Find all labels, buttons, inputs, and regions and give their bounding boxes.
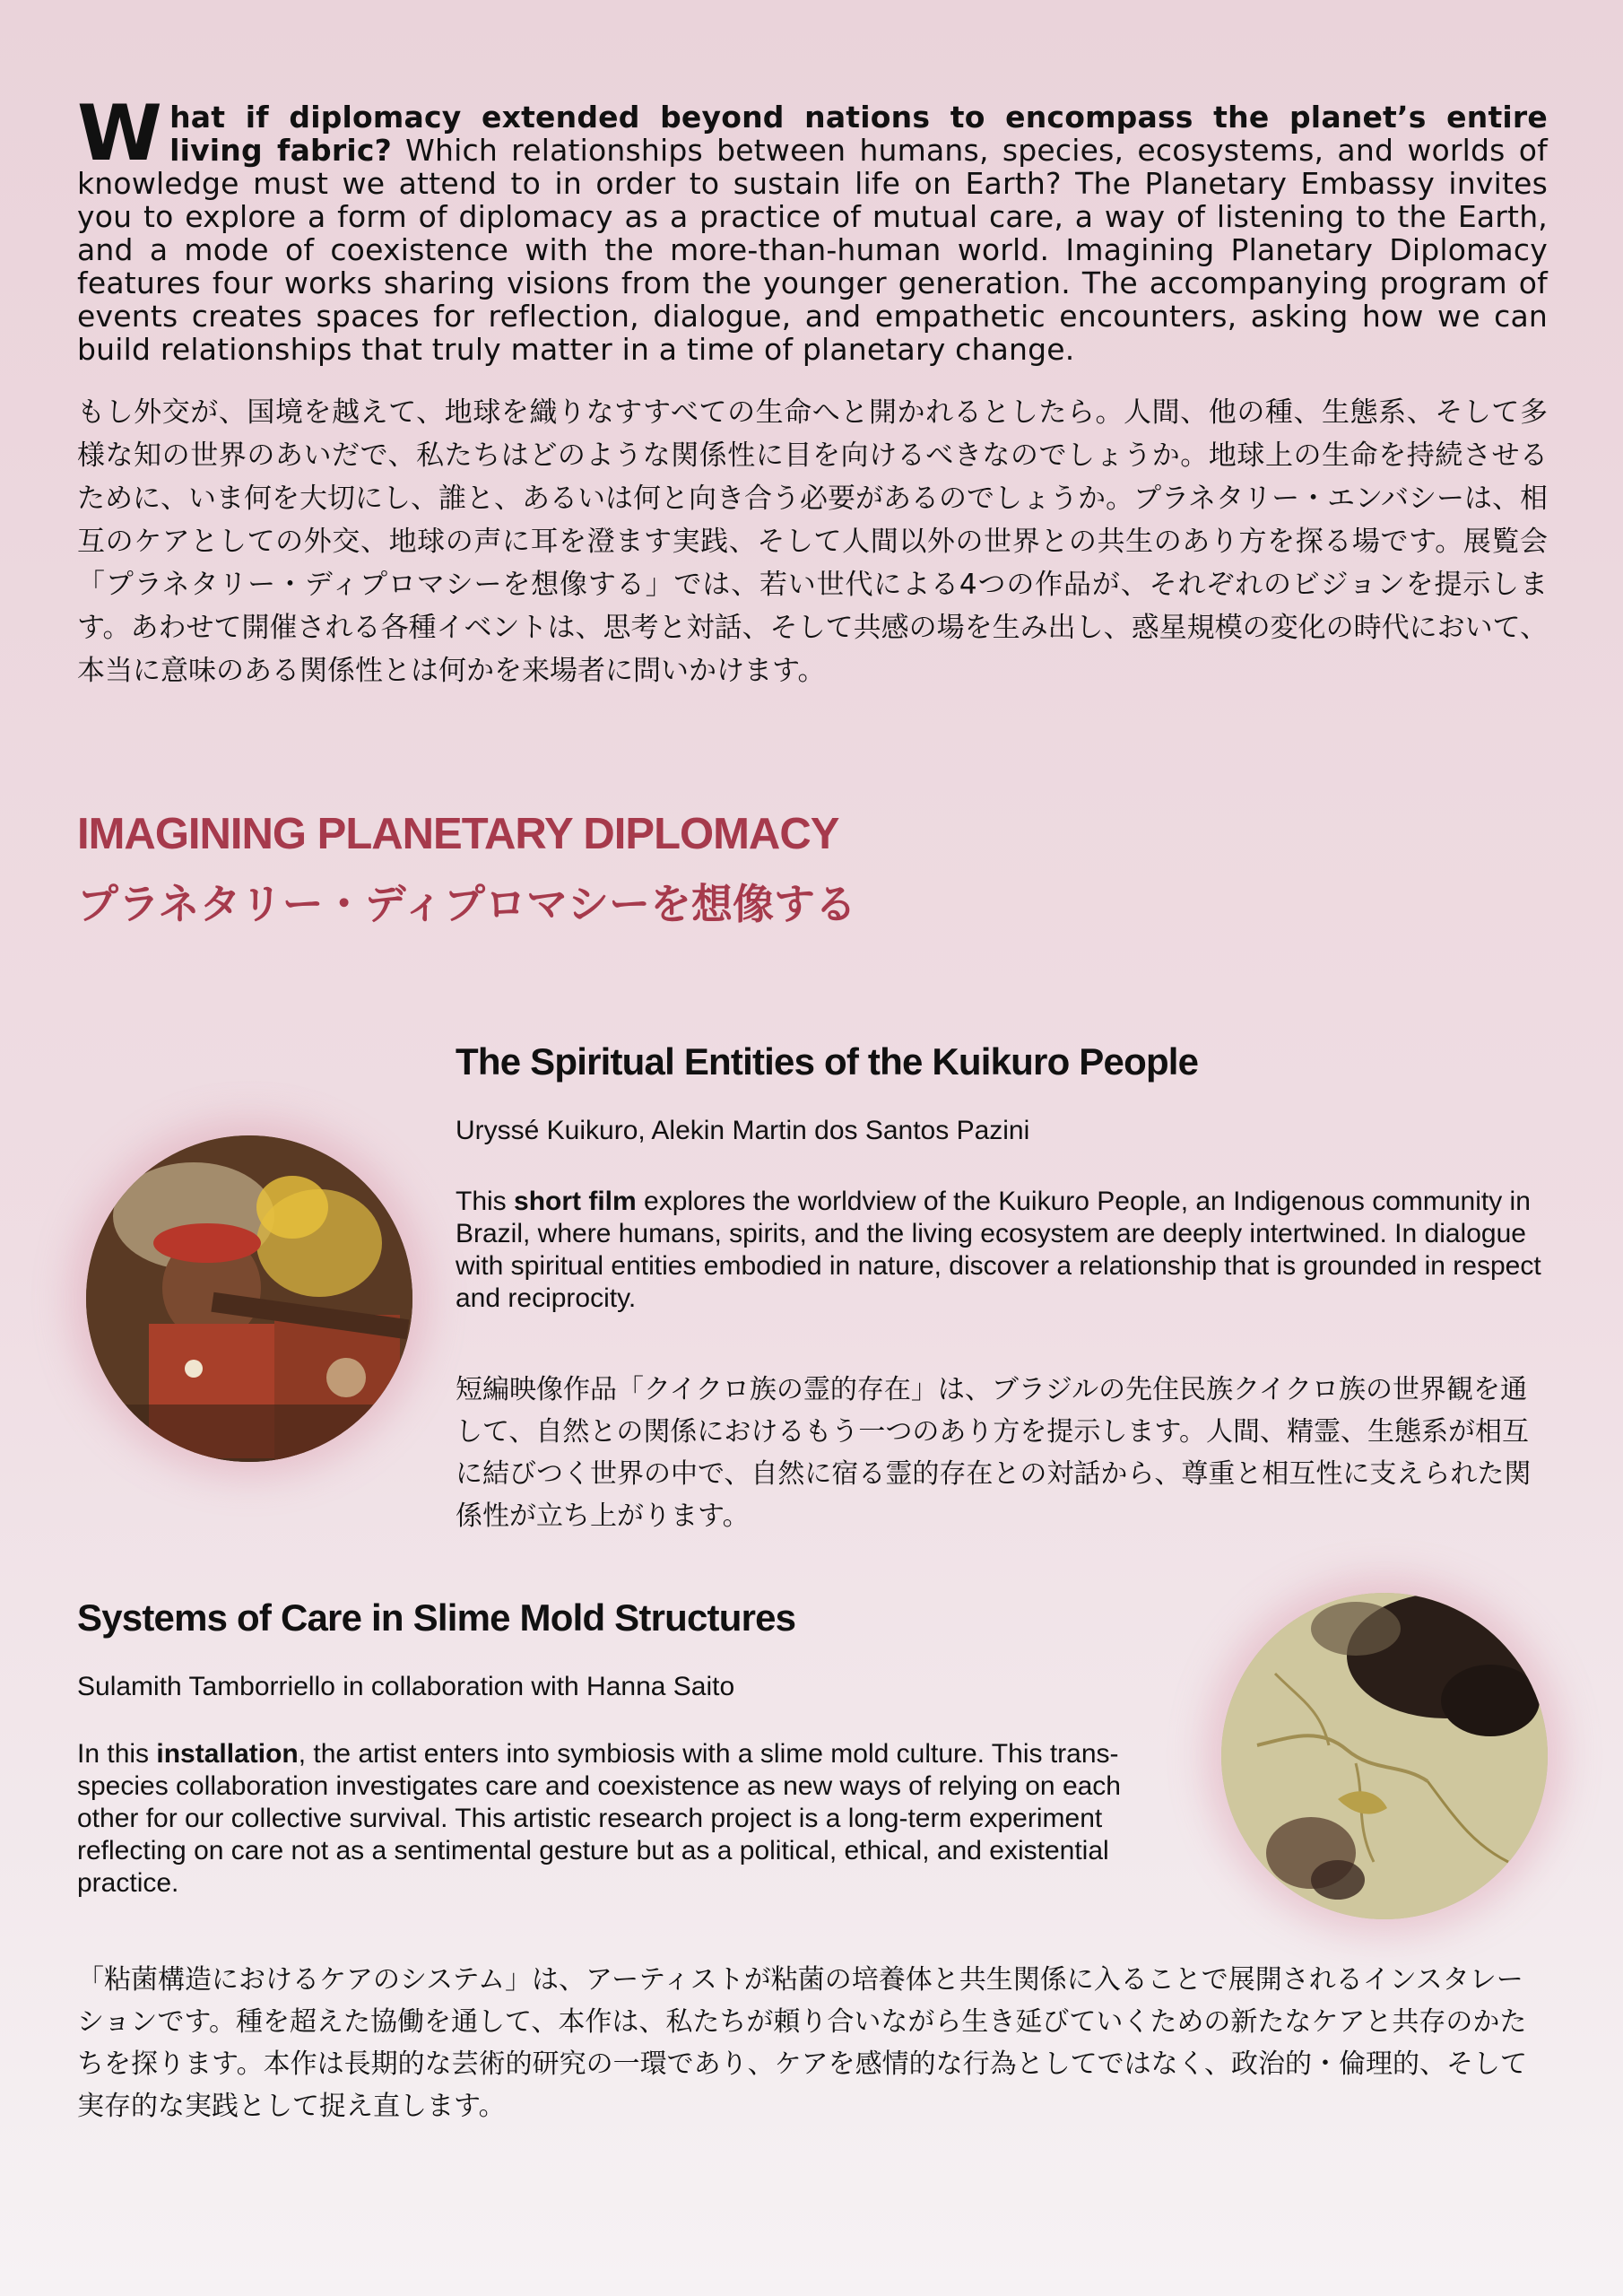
work-description	[456, 1186, 1549, 1315]
work-description-japanese: 短編映像作品「クイクロ族の霊的存在」は、ブラジルの先住民族クイクロ族の世界観を通して、自然との関係におけるもう一つのあり方を提示します。人間、精霊、生態系が相互に結びつく世界の中で、自然に宿る霊的存在との対話から、尊重と相互性に支えられた関係性が立ち上がります。	[456, 1374, 1532, 1532]
work-description	[77, 1738, 1171, 1900]
kuikuro-ceremony-image	[86, 1135, 412, 1462]
work-kuikuro	[456, 1040, 1549, 1537]
intro-body: Which relationships between humans, species, ecosystems, and worlds of knowledge must we attend to in order to sustain life on Earth? The Planetary Embassy invites you to explore a form of diplomacy as a practice of mutual care, a way of listening to the Earth, and a mode of coexistence with the more-than-human world. Imagining Planetary Diplomacy features four works sharing visions from the younger generation. The accompanying program of events creates spaces for reflection, dialogue, and empathetic encounters, asking how we can build relationships that truly matter in a time of planetary change.	[77, 133, 1548, 367]
work-slime-mold	[77, 1596, 1171, 1900]
kuikuro-photo	[86, 1135, 412, 1462]
intro-lead: hat if diplomacy extended beyond nations to encompass the planet’s entire living fabric?	[169, 100, 1548, 168]
desc-post: explores the worldview of the Kuikuro People, an Indigenous community in Brazil, where humans, spirits, and the living ecosystem are deeply intertwined. In dialogue with spiritual entities embodied in nature, discover a relationship that is grounded in respect and reciprocity.	[456, 1187, 1541, 1313]
desc-pre: In this	[77, 1739, 157, 1769]
section-title-japanese: プラネタリー・ディプロマシーを想像する	[77, 880, 856, 928]
intro-english	[77, 89, 1548, 367]
drop-cap: W	[77, 89, 163, 178]
section-title-english: IMAGINING PLANETARY DIPLOMACY	[77, 810, 839, 858]
desc-post: , the artist enters into symbiosis with a slime mold culture. This trans-species collaboration investigates care and coexistence as new ways of relying on each other for our collective survival. This artistic research project is a long-term experiment reflecting on care not as a sentimental gesture but as a political, ethical, and existential practice.	[77, 1739, 1121, 1898]
work-title: The Spiritual Entities of the Kuikuro People	[456, 1040, 1199, 1083]
slime-mold-photo	[1221, 1593, 1548, 1919]
work-artists: Uryssé Kuikuro, Alekin Martin dos Santos Pazini	[456, 1116, 1030, 1145]
slime-mold-image	[1221, 1593, 1548, 1919]
work-medium: installation	[156, 1739, 299, 1769]
desc-pre: This	[456, 1187, 515, 1216]
intro-japanese: もし外交が、国境を越えて、地球を織りなすすべての生命へと開かれるとしたら。人間、他の種、生態系、そして多様な知の世界のあいだで、私たちはどのような関係性に目を向けるべきなのでしょうか。地球上の生命を持続させるために、いま何を大切にし、誰と、あるいは何と向き合う必要があるのでしょうか。プラネタリー・エンバシーは、相互のケアとしての外交、地球の声に耳を澄ます実践、そして人間以外の世界との共生のあり方を探る場です。展覧会「プラネタリー・ディプロマシーを想像する」では、若い世代による4つの作品が、それぞれのビジョンを提示します。あわせて開催される各種イベントは、思考と対話、そして共感の場を生み出し、惑星規模の変化の時代において、本当に意味のある関係性とは何かを来場者に問いかけます。	[77, 396, 1548, 687]
work-artists: Sulamith Tamborriello in collaboration with Hanna Saito	[77, 1672, 735, 1701]
work-medium: short film	[514, 1187, 637, 1216]
work-title: Systems of Care in Slime Mold Structures	[77, 1596, 796, 1639]
work-description-japanese-2: 「粘菌構造におけるケアのシステム」は、アーティストが粘菌の培養体と共生関係に入ることで展開されるインスタレーションです。種を超えた協働を通して、本作は、私たちが頼り合いながら生き延びていくための新たなケアと共存のかたちを探ります。本作は長期的な芸術的研究の一環であり、ケアを感情的な行為としてではなく、政治的・倫理的、そして実存的な実践として捉え直します。	[77, 1964, 1527, 2122]
